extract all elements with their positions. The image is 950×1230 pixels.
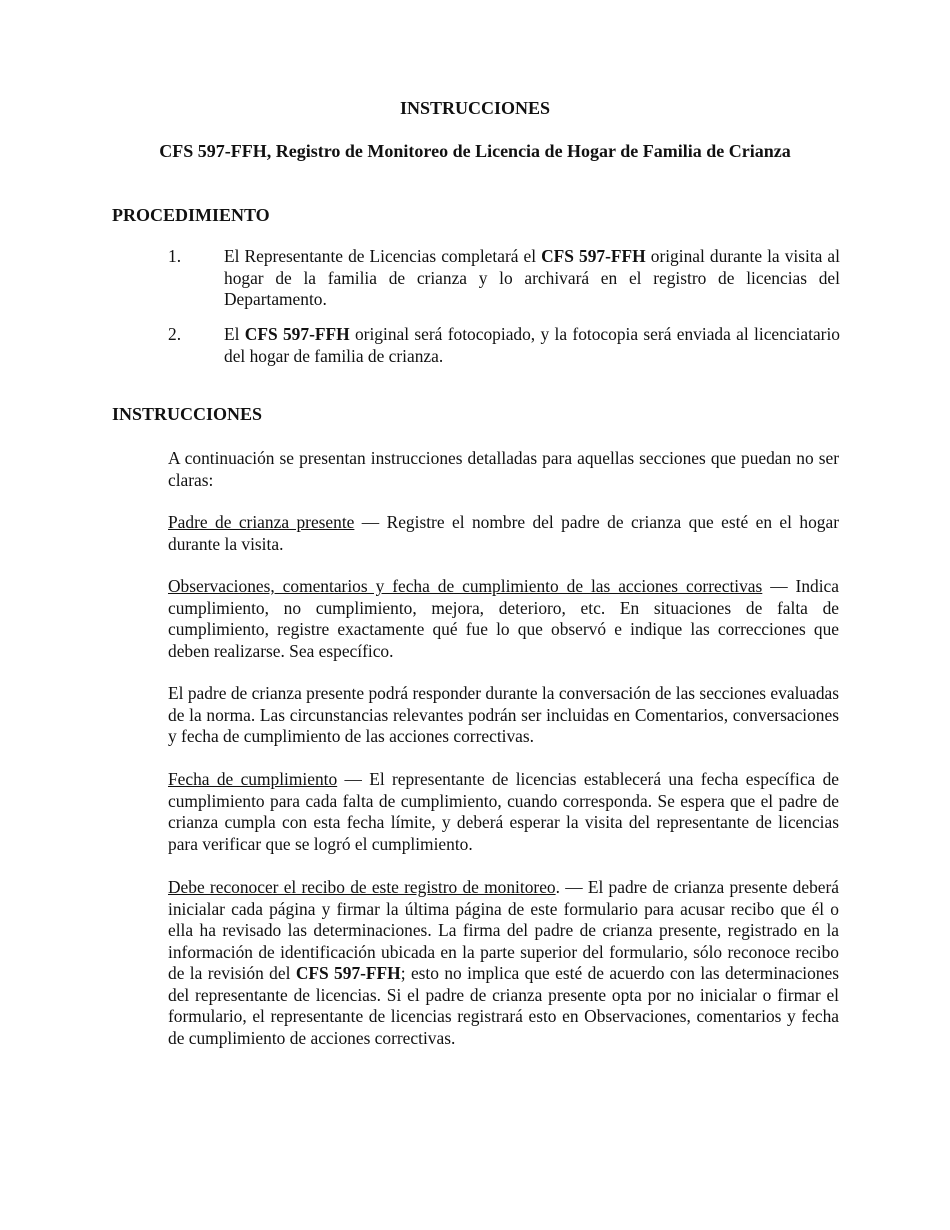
foster-parent-instruction: Padre de crianza presente — Registre el nombre del padre de crianza que esté en el hogar durante la visita. [168, 512, 839, 554]
compliance-date-instruction: Fecha de cumplimiento — El representante de licencias establecerá una fecha específica de cumplimiento para cada falta de cumplimiento, cuando corresponda. Se espera que el padre de crianza cumpla con esta fecha límite, y deberá esperar la visita del representante de licencias para verificar que se logró el cumplimiento. [168, 769, 840, 854]
observations-instruction: Observaciones, comentarios y fecha de cumplimiento de las acciones correctivas — Indica cumplimiento, no cumplimiento, mejora, deterioro, etc. En situaciones de falta de cumplimiento, registre exactamente qué fue lo que observó e indique las correcciones que deben realizarse. Sea específico. [168, 576, 839, 661]
response-paragraph: El padre de crianza presente podrá responder durante la conversación de las secciones evaluadas de la norma. Las circunstancias relevantes podrán ser incluidas en Comentarios, conversaciones y fecha de cumplimiento de las acciones correctivas. [168, 683, 839, 746]
acknowledge-instruction: Debe reconocer el recibo de este registro de monitoreo. — El padre de crianza presente deberá inicialar cada página y firmar la última página de este formulario para acusar recibo que él o ella ha revisado las determinaciones. La firma del padre de crianza presente, registrado en la información de identificación ubicada en la parte superior del formulario, sólo reconoce recibo de la revisión del CFS 597-FFH; esto no implica que esté de acuerdo con las determinaciones del representante de licencias. Si el padre de crianza presente opta por no inicialar o firmar el formulario, el representante de licencias registrará esto en Observaciones, comentarios y fecha de cumplimiento de acciones correctivas. [168, 877, 839, 1048]
document-title: INSTRUCCIONES [399, 98, 551, 118]
procedure-item [168, 246, 840, 311]
procedure-item [168, 324, 840, 367]
item-text: El CFS 597-FFH original será fotocopiado, y la fotocopia será enviada al licenciatario del hogar de familia de crianza. [224, 324, 840, 366]
term-label: Debe reconocer el recibo de este registro de monitoreo [168, 877, 556, 897]
document-subtitle: CFS 597-FFH, Registro de Monitoreo de Licencia de Hogar de Familia de Crianza [159, 141, 791, 161]
term-label: Fecha de cumplimiento [168, 769, 338, 789]
form-code: CFS 597-FFH [244, 324, 350, 344]
instructions-intro: A continuación se presentan instrucciones detalladas para aquellas secciones que puedan no ser claras: [168, 448, 839, 490]
item-text: El Representante de Licencias completará el CFS 597-FFH original durante la visita al hogar de la familia de crianza y lo archivará en el registro de licencias del Departamento. [224, 246, 840, 309]
item-number: 2. [168, 324, 182, 344]
form-code: CFS 597-FFH [541, 246, 646, 266]
instructions-heading: INSTRUCCIONES [112, 404, 263, 424]
procedure-heading: PROCEDIMIENTO [112, 205, 270, 225]
form-code: CFS 597-FFH [295, 963, 401, 983]
item-number: 1. [168, 246, 182, 266]
term-label: Observaciones, comentarios y fecha de cumplimiento de las acciones correctivas [168, 576, 763, 596]
term-label: Padre de crianza presente [168, 512, 355, 532]
